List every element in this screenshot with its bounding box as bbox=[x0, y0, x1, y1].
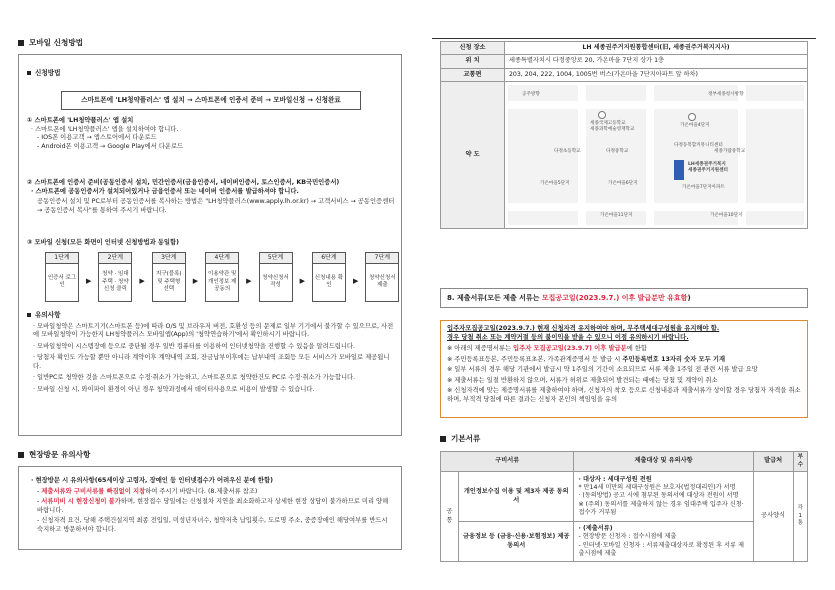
step2-line: · 스마트폰에 공동인증서가 설치되어있거나 금융인증서 또는 네이버 인증서를 발급하셔야 합니다. bbox=[31, 187, 299, 195]
step3-title: ③ 모바일 신청(모든 화면이 인터넷 신청방법과 동일함) bbox=[27, 239, 179, 246]
s8-note: ※ 주민등록표등본, 주민등록표초본, 가족관계증명서 등 발급 시 주민등록번호 13자리 숫자 모두 기재 bbox=[447, 355, 726, 363]
step-item: 3단계 지구(블록) 및 주택형 선택 bbox=[152, 252, 186, 302]
visit-title: 현장방문 유의사항 bbox=[18, 450, 402, 460]
visit-box bbox=[18, 466, 402, 550]
step-item: 6단계 신청내용 확인 bbox=[312, 252, 346, 302]
table-row: 공통 개인정보수집 이용 및 제3자 제공 동의서 · 대상자 : 세대구성원 전원 * 만14세 미만의 세대구성원은 보호자(법정대리인)가 서명 · (동의방법) 공고 시에 첨부된 동의서에 대상자 전원이 서명 ※ (주의) 동의서를 제출하지 않는 경우 임대주택 입주자 신청·접수가 거부됨 공사양식 각1통 bbox=[441, 472, 808, 522]
visit-line: · 현장방문 시 유의사항(65세이상 고령자, 장애인 등 인터넷접수가 어려우신 분에 한함) bbox=[31, 477, 273, 484]
table-header-row: 구비서류 제출대상 및 유의사항 발급처 부수 bbox=[441, 452, 808, 472]
visit-line: - 제출서류와 구비서류를 빠짐없이 지참하여 주시기 바랍니다. (8.제출서류 참조) bbox=[37, 487, 258, 495]
visit-line: - 서류미비 시 현장신청이 불가하며, 현장접수 당일에는 신청절차 지연을 최소화하고자 상세한 현장 상담이 불가하므로 미리 양해 바랍니다. bbox=[37, 498, 389, 514]
s8-notes-box bbox=[440, 320, 808, 418]
map-pin-icon bbox=[598, 111, 606, 119]
basic-title: 기본서류 bbox=[440, 434, 480, 444]
s8-intro: 입주자모집공고일(2023.9.7.) 현재 신청자격 유지하여야 하며, 무주택세대구성원을 유지해야 함. bbox=[447, 325, 720, 332]
note-item: · 당첨자 확인도 가능할 뿐만 아니라 계약이후 계약내역 조회, 잔금납부이후에는 납부내역 조회등 모든 서비스가 모바일로 제공됩니다. bbox=[33, 354, 390, 370]
bullet-icon bbox=[27, 313, 31, 317]
arrow-right-icon: ▶ bbox=[139, 276, 145, 285]
location-table-wrap bbox=[440, 41, 808, 229]
step3-section bbox=[27, 239, 395, 302]
basic-docs-table bbox=[440, 451, 808, 562]
map-label: 공주방향 bbox=[522, 92, 540, 98]
s8-note: ※ 제출서류는 일절 반환하지 않으며, 서류가 허위로 제출되어 발견되는 때에는 당첨 및 계약이 취소 bbox=[447, 376, 718, 384]
arrow-right-icon: ▶ bbox=[192, 276, 199, 285]
table-row: 신청 장소 LH 세종권주거지원통합센터(旧, 세종권주거복지지사) bbox=[441, 42, 808, 55]
s8-note: ※ 아래의 제증명서류는 입주자 모집공고일(23.9.7) 이후 발급분에 한함 bbox=[447, 345, 647, 352]
basic-table-wrap bbox=[440, 451, 808, 562]
step1-section bbox=[27, 117, 395, 151]
map-label: 다정초등학교 bbox=[554, 149, 581, 155]
step1-title: ① 스마트폰에 'LH청약플러스' 앱 설치 bbox=[27, 117, 134, 124]
step-item: 1단계 인증서 로그인 bbox=[45, 252, 79, 302]
s8-title: 8. 제출서류(모든 제출 서류는 모집공고일(2023.9.7.) 이후 발급분만 유효함) bbox=[440, 288, 808, 308]
square-bullet-icon bbox=[440, 436, 446, 442]
map-pin-icon bbox=[688, 113, 696, 121]
mobile-method-title: 모바일 신청방법 bbox=[18, 38, 402, 48]
notes-section bbox=[27, 311, 395, 394]
map-label: 가온마을6단지 bbox=[608, 181, 638, 187]
method-heading: 신청방법 bbox=[27, 69, 60, 78]
table-row: 약 도 공주방향 정부세종청사방향 세종국제고등학교 세종과학예술영재학교 가온마을4단지 다정초등학교 다정중학교 다정동복합커뮤니티센터 세종가람중학교 LH세종권주거복지 세종권주거지원센터 가온마을7단지아파트 가온마을5단지 가온마을6단지 가온마을11단지 가온마을10단지 bbox=[441, 82, 808, 229]
map-label: LH세종권주거복지 세종권주거지원센터 bbox=[688, 162, 728, 174]
arrow-right-icon: ▶ bbox=[299, 276, 305, 285]
map-label: 세종국제고등학교 세종과학예술영재학교 bbox=[590, 121, 635, 133]
step-item: 5단계 청약신청서 작성 bbox=[259, 252, 293, 302]
map-label: 가온마을11단지 bbox=[600, 213, 633, 219]
flow-box: 스마트폰에 'LH청약플러스' 앱 설치 → 스마트폰에 인증서 준비 → 모바일신청 → 신청완료 bbox=[61, 91, 361, 110]
location-map bbox=[508, 85, 804, 225]
bullet-icon bbox=[27, 71, 31, 75]
map-road bbox=[508, 101, 804, 109]
map-label: 가온마을10단지 bbox=[710, 213, 743, 219]
note-item: · 모바일청약은 스마트기기(스마트폰 등)에 따라 O/S 및 브라우저 버전, 호환성 등의 문제로 일부 기기에서 불가할 수 있으므로, 사전에 모바일청약이 가능한지 LH청약플러스 모바일앱(App)의 '청약연습하기'에서 확인하시기 바랍니다. bbox=[33, 322, 394, 339]
location-table bbox=[440, 41, 808, 229]
map-label: 다정동복합커뮤니티센터 bbox=[674, 143, 723, 149]
top-rule bbox=[432, 38, 816, 39]
arrow-right-icon: ▶ bbox=[86, 276, 92, 285]
table-row: 금융정보 등 (금융·신용·보험정보) 제공 동의서 · (제출서류) - 현장방문 신청자 : 접수시점에 제출 - 인터넷·모바일 신청자 : 서류제출대상자로 확정된 후 서류 제출시점에 제출 bbox=[441, 522, 808, 562]
step1-line: - Android폰 이용고객 → Google Play에서 다운로드 bbox=[37, 142, 184, 150]
arrow-right-icon: ▶ bbox=[246, 276, 252, 285]
lh-center-marker-icon bbox=[674, 160, 684, 180]
basic-title-wrap bbox=[440, 434, 480, 444]
step-item: 4단계 이용약관 및 개인정보 제공동의 bbox=[205, 252, 239, 302]
step1-line: · 스마트폰에 'LH청약플러스' 앱을 설치하여야 합니다. bbox=[31, 125, 179, 133]
map-label: 정부세종청사방향 bbox=[708, 92, 744, 98]
map-road bbox=[646, 85, 654, 225]
step2-section bbox=[27, 179, 395, 215]
note-item: · 모바일청약이 시스템장애 등으로 중단될 경우 일반 컴퓨터를 이용하여 인터넷청약을 진행할 수 있음을 알려드립니다. bbox=[33, 342, 355, 350]
square-bullet-icon bbox=[18, 452, 24, 458]
s8-intro: 경우 당첨 취소 또는 계약거절 등의 불이익을 받을 수 있으니 이점 유의하시기 바랍니다. bbox=[447, 333, 689, 341]
step2-line: 공동인증서 설치 및 PC로부터 공동인증서를 복사하는 방법은 "LH청약플러스(www.apply.lh.or.kr) → 고객서비스 → 공동인증센터 → 공동인증서 복사"를 통하여 주시기 바랍니다. bbox=[37, 198, 395, 214]
s8-note: ※ 신청자격에 맞는 제증명서류를 제출하여야 하며, 신청자의 착오 등으로 신청내용과 제출서류가 상이할 경우 당첨자 자격을 취소하며, 부적격 당첨에 따른 결과는 신청자 본인의 책임임을 유의 bbox=[447, 387, 801, 403]
table-row: 위 치 세종특별자치시 다정중앙로 20, 가온마을 7단지 상가 1층 bbox=[441, 55, 808, 68]
step-item: 2단계 청약 · 임대주택 · 청약신청 클릭 bbox=[98, 252, 132, 302]
step-flow bbox=[45, 252, 395, 302]
step-item: 7단계 청약신청서 제출 bbox=[365, 252, 399, 302]
map-label: 다정중학교 bbox=[606, 149, 629, 155]
step2-title: ② 스마트폰에 인증서 준비(공동인증서 설치, 민간인증서(금융인증서, 네이버인증서, 토스인증서, KB국민인증서) bbox=[27, 179, 340, 186]
visit-line: - 신청자격 요건, 당해 주택건설지역 최종 전입일, 미성년자녀수, 청약저축 납입횟수, 도로명 주소, 중증장애인 해당여부를 반드시 숙지하고 방문하셔야 합니다. bbox=[37, 517, 388, 533]
map-road bbox=[508, 203, 804, 211]
notes-heading: 유의사항 bbox=[27, 311, 395, 320]
step1-line: - IOS폰 이용고객 → 앱스토어에서 다운로드 bbox=[37, 134, 157, 141]
map-label: 가온마을5단지 bbox=[540, 181, 570, 187]
map-label: 가온마을7단지아파트 bbox=[682, 185, 725, 191]
map-label: 세종가람중학교 bbox=[714, 149, 746, 155]
left-column bbox=[18, 38, 402, 48]
table-row: 교통편 203, 204, 222, 1004, 1005번 버스(가온마을 7단지아파트 앞 하차) bbox=[441, 68, 808, 81]
square-bullet-icon bbox=[18, 40, 24, 46]
note-item: · 일반PC로 청약한 것을 스마트폰으로 수정·취소가 가능하고, 스마트폰으로 청약한건도 PC로 수정·취소가 가능합니다. bbox=[33, 374, 356, 382]
note-item: · 모바일 신청 시, 와이파이 환경이 아닌 경우 청약과정에서 데이터사용으로 비용이 발생할 수 있습니다. bbox=[33, 385, 315, 393]
s8-note: ※ 일부 서류의 경우 해당 기관에서 발급시 약 1주일의 기간이 소요되므로 서류 제출 1주일 전 관련 서류 발급 요망 bbox=[447, 366, 758, 373]
arrow-right-icon: ▶ bbox=[352, 276, 359, 285]
map-label: 가온마을4단지 bbox=[680, 123, 710, 129]
mobile-method-box bbox=[18, 54, 402, 436]
visit-title-wrap bbox=[18, 450, 402, 460]
